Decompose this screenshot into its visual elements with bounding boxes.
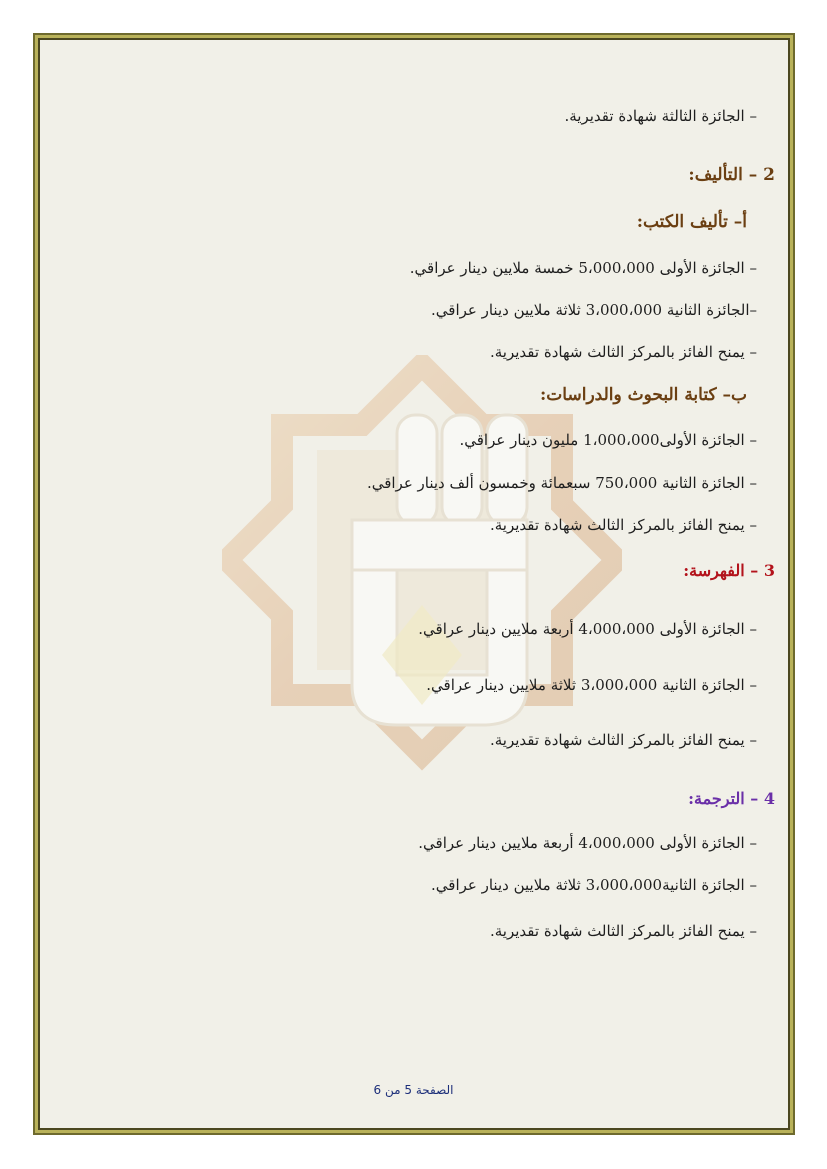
page-number: الصفحة 5 من 6 xyxy=(373,1083,454,1097)
prize-line: – يمنح الفائز بالمركز الثالث شهادة تقديرية. xyxy=(490,731,757,749)
prize-line: – الجائزة الثانية 750،000 سبعمائة وخمسون ألف دينار عراقي. xyxy=(366,474,757,492)
prize-line: –الجائزة الثانية 3،000،000 ثلاثة ملايين دينار عراقي. xyxy=(431,301,757,319)
prize-line: – الجائزة الأولى 5،000،000 خمسة ملايين دينار عراقي. xyxy=(409,259,757,277)
prize-line: – الجائزة الثانية3،000،000 ثلاثة ملايين دينار عراقي. xyxy=(431,876,757,894)
section-heading-translation: 4 – الترجمة: xyxy=(688,789,775,808)
prize-line: – يمنح الفائز بالمركز الثالث شهادة تقديرية. xyxy=(490,516,757,534)
prize-line: – الجائزة الأولى 4،000،000 أربعة ملايين دينار عراقي. xyxy=(418,834,757,852)
subheading-books: أ– تأليف الكتب: xyxy=(636,212,747,232)
prize-line: – يمنح الفائز بالمركز الثالث شهادة تقديرية. xyxy=(490,343,757,361)
prize-line: – يمنح الفائز بالمركز الثالث شهادة تقديرية. xyxy=(490,922,757,940)
prize-line: – الجائزة الثانية 3،000،000 ثلاثة ملايين دينار عراقي. xyxy=(426,676,757,694)
subheading-research: ب– كتابة البحوث والدراسات: xyxy=(540,385,747,405)
prize-line: – الجائزة الأولى1،000،000 مليون دينار عراقي. xyxy=(459,431,757,449)
page-content xyxy=(40,0,787,1169)
prize-line: – الجائزة الثالثة شهادة تقديرية. xyxy=(564,107,757,125)
prize-line: – الجائزة الأولى 4،000،000 أربعة ملايين دينار عراقي. xyxy=(418,620,757,638)
section-heading-indexing: 3 – الفهرسة: xyxy=(683,561,775,580)
section-heading-authoring: 2 – التأليف: xyxy=(688,165,775,185)
